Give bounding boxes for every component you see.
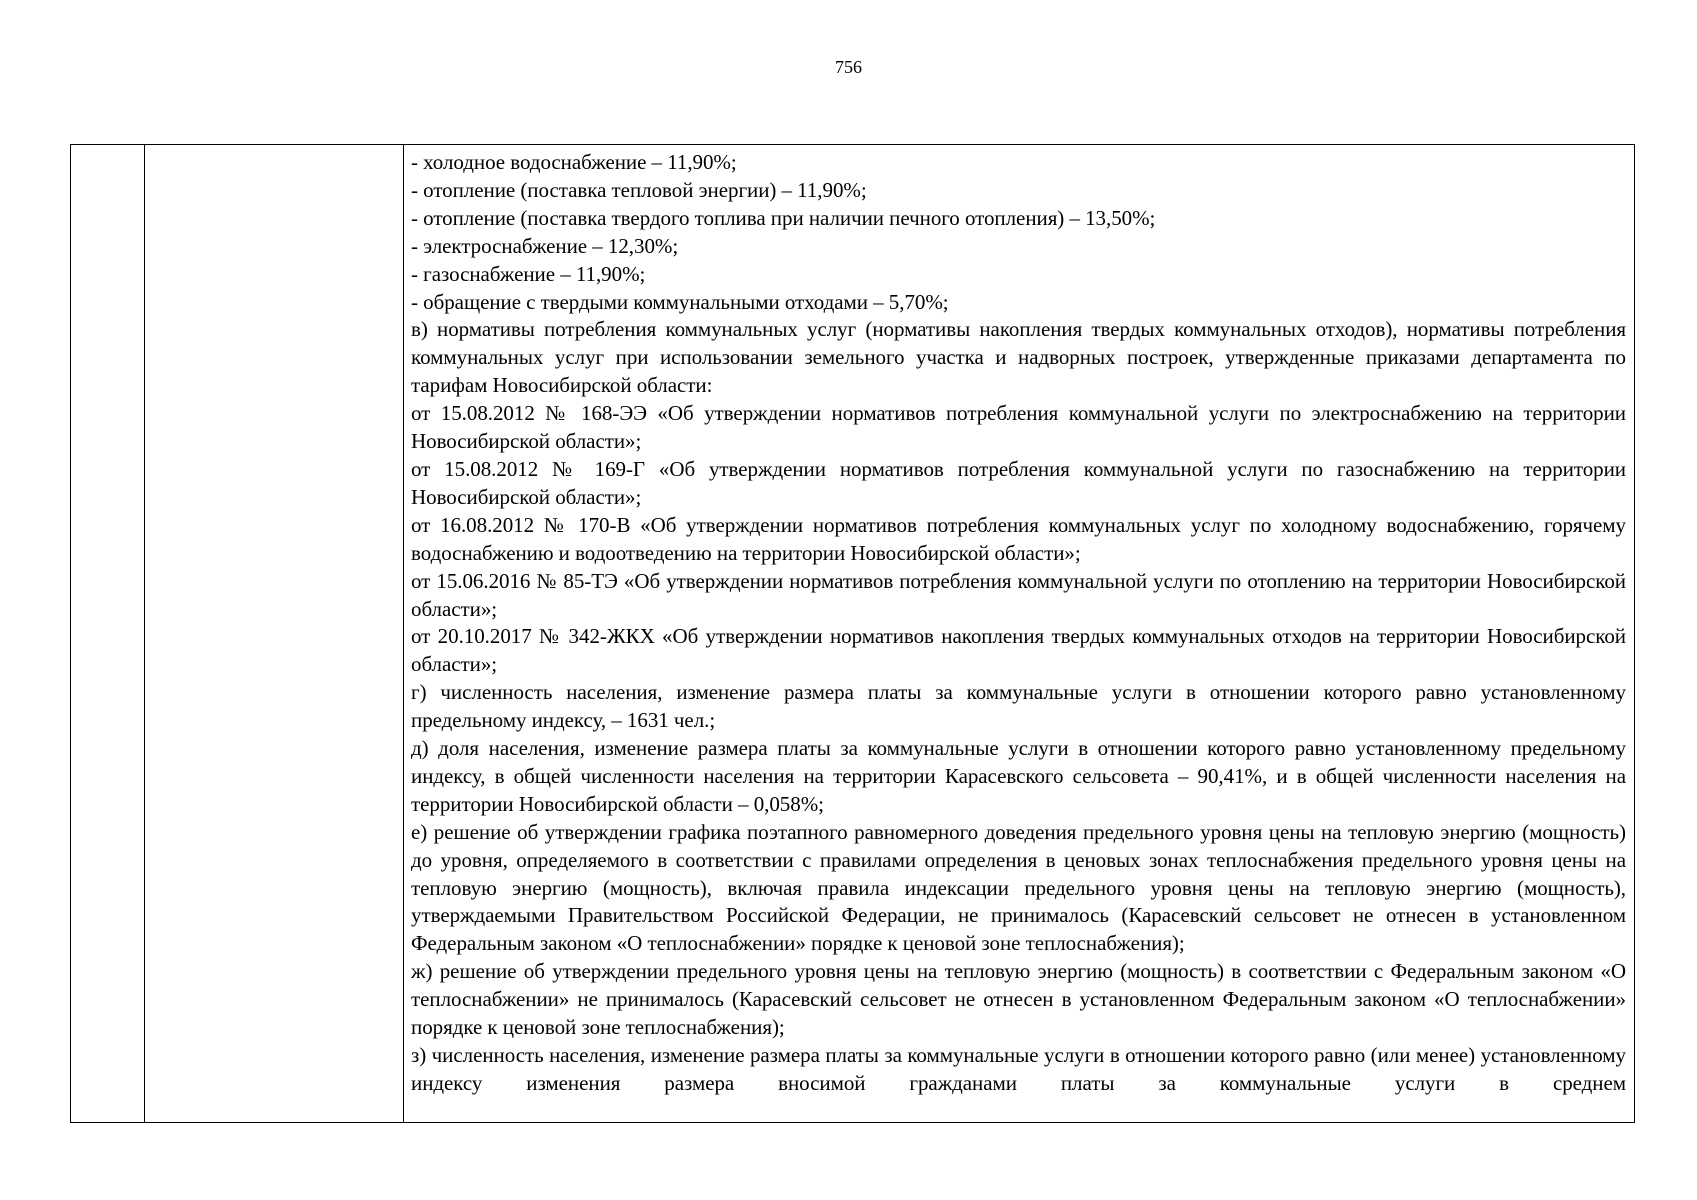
content-text-block: [404, 145, 1634, 1098]
table-cell-subject: [145, 145, 404, 1123]
paragraph-heating-energy: - отопление (поставка тепловой энергии) – 11,90%;: [411, 177, 867, 202]
paragraph-order-85: от 15.06.2016 № 85-ТЭ «Об утверждении нормативов потребления коммунальной услуги по отоплению на территории Новосибирской области»;: [411, 568, 1626, 621]
paragraph-order-342: от 20.10.2017 № 342-ЖКХ «Об утверждении нормативов накопления твердых коммунальных отходов на территории Новосибирской области»;: [411, 624, 1626, 677]
table-cell-number: [71, 145, 145, 1123]
paragraph-item-e: е) решение об утверждении графика поэтапного равномерного доведения предельного уровня цены на тепловую энергию (мощность) до уровня, определяемого в соответствии с правилами определения в ценовых зонах теплоснабжения предельного уровня цены на тепловую энергию (мощность), включая правила индексации предельного уровня цены на тепловую энергию (мощность), утверждаемыми Правительством Российской Федерации, не принималось (Карасевский сельсовет не отнесен в установленном Федеральным законом «О теплоснабжении» порядке к ценовой зоне теплоснабжения);: [411, 819, 1626, 956]
paragraph-item-z: з) численность населения, изменение размера платы за коммунальные услуги в отношении которого равно (или менее) установленному индексу изменения размера вносимой гражданами платы за коммунальные услуги в среднем: [411, 1043, 1626, 1095]
paragraph-order-169: от 15.08.2012 № 169-Г «Об утверждении нормативов потребления коммунальной услуги по газоснабжению на территории Новосибирской области»;: [411, 456, 1626, 509]
paragraph-item-g: г) численность населения, изменение размера платы за коммунальные услуги в отношении которого равно установленному предельному индексу, – 1631 чел.;: [411, 680, 1626, 733]
table-cell-content: [404, 145, 1635, 1123]
table-row: [71, 145, 1635, 1123]
paragraph-order-170: от 16.08.2012 № 170-В «Об утверждении нормативов потребления коммунальных услуг по холодному водоснабжению, горячему водоснабжению и водоотведению на территории Новосибирской области»;: [411, 512, 1626, 565]
paragraph-order-168: от 15.08.2012 № 168-ЭЭ «Об утверждении нормативов потребления коммунальной услуги по электроснабжению на территории Новосибирской области»;: [411, 401, 1626, 454]
paragraph-heating-solid-fuel: - отопление (поставка твердого топлива при наличии печного отопления) – 13,50%;: [411, 205, 1156, 230]
paragraph-item-v: в) нормативы потребления коммунальных услуг (нормативы накопления твердых коммунальных отходов), нормативы потребления коммунальных услуг при использовании земельного участка и надворных построек, утвержденные приказами департамента по тарифам Новосибирской области:: [411, 317, 1626, 398]
paragraph-electricity: - электроснабжение – 12,30%;: [411, 233, 679, 258]
paragraph-item-d: д) доля населения, изменение размера платы за коммунальные услуги в отношении которого равно установленному предельному индексу, в общей численности населения на территории Карасевского сельсовета – 90,41%, и в общей численности населения на территории Новосибирской области – 0,058%;: [411, 736, 1626, 816]
paragraph-item-zh: ж) решение об утверждении предельного уровня цены на тепловую энергию (мощность) в соответствии с Федеральным законом «О теплоснабжении» не принималось (Карасевский сельсовет не отнесен в установленном Федеральным законом «О теплоснабжении» порядке к ценовой зоне теплоснабжения);: [411, 959, 1626, 1040]
paragraph-gas: - газоснабжение – 11,90%;: [411, 261, 646, 286]
page-number: 756: [835, 57, 862, 77]
document-table: [70, 144, 1635, 1123]
paragraph-waste: - обращение с твердыми коммунальными отходами – 5,70%;: [411, 289, 949, 314]
paragraph-cold-water: - холодное водоснабжение – 11,90%;: [411, 150, 737, 174]
